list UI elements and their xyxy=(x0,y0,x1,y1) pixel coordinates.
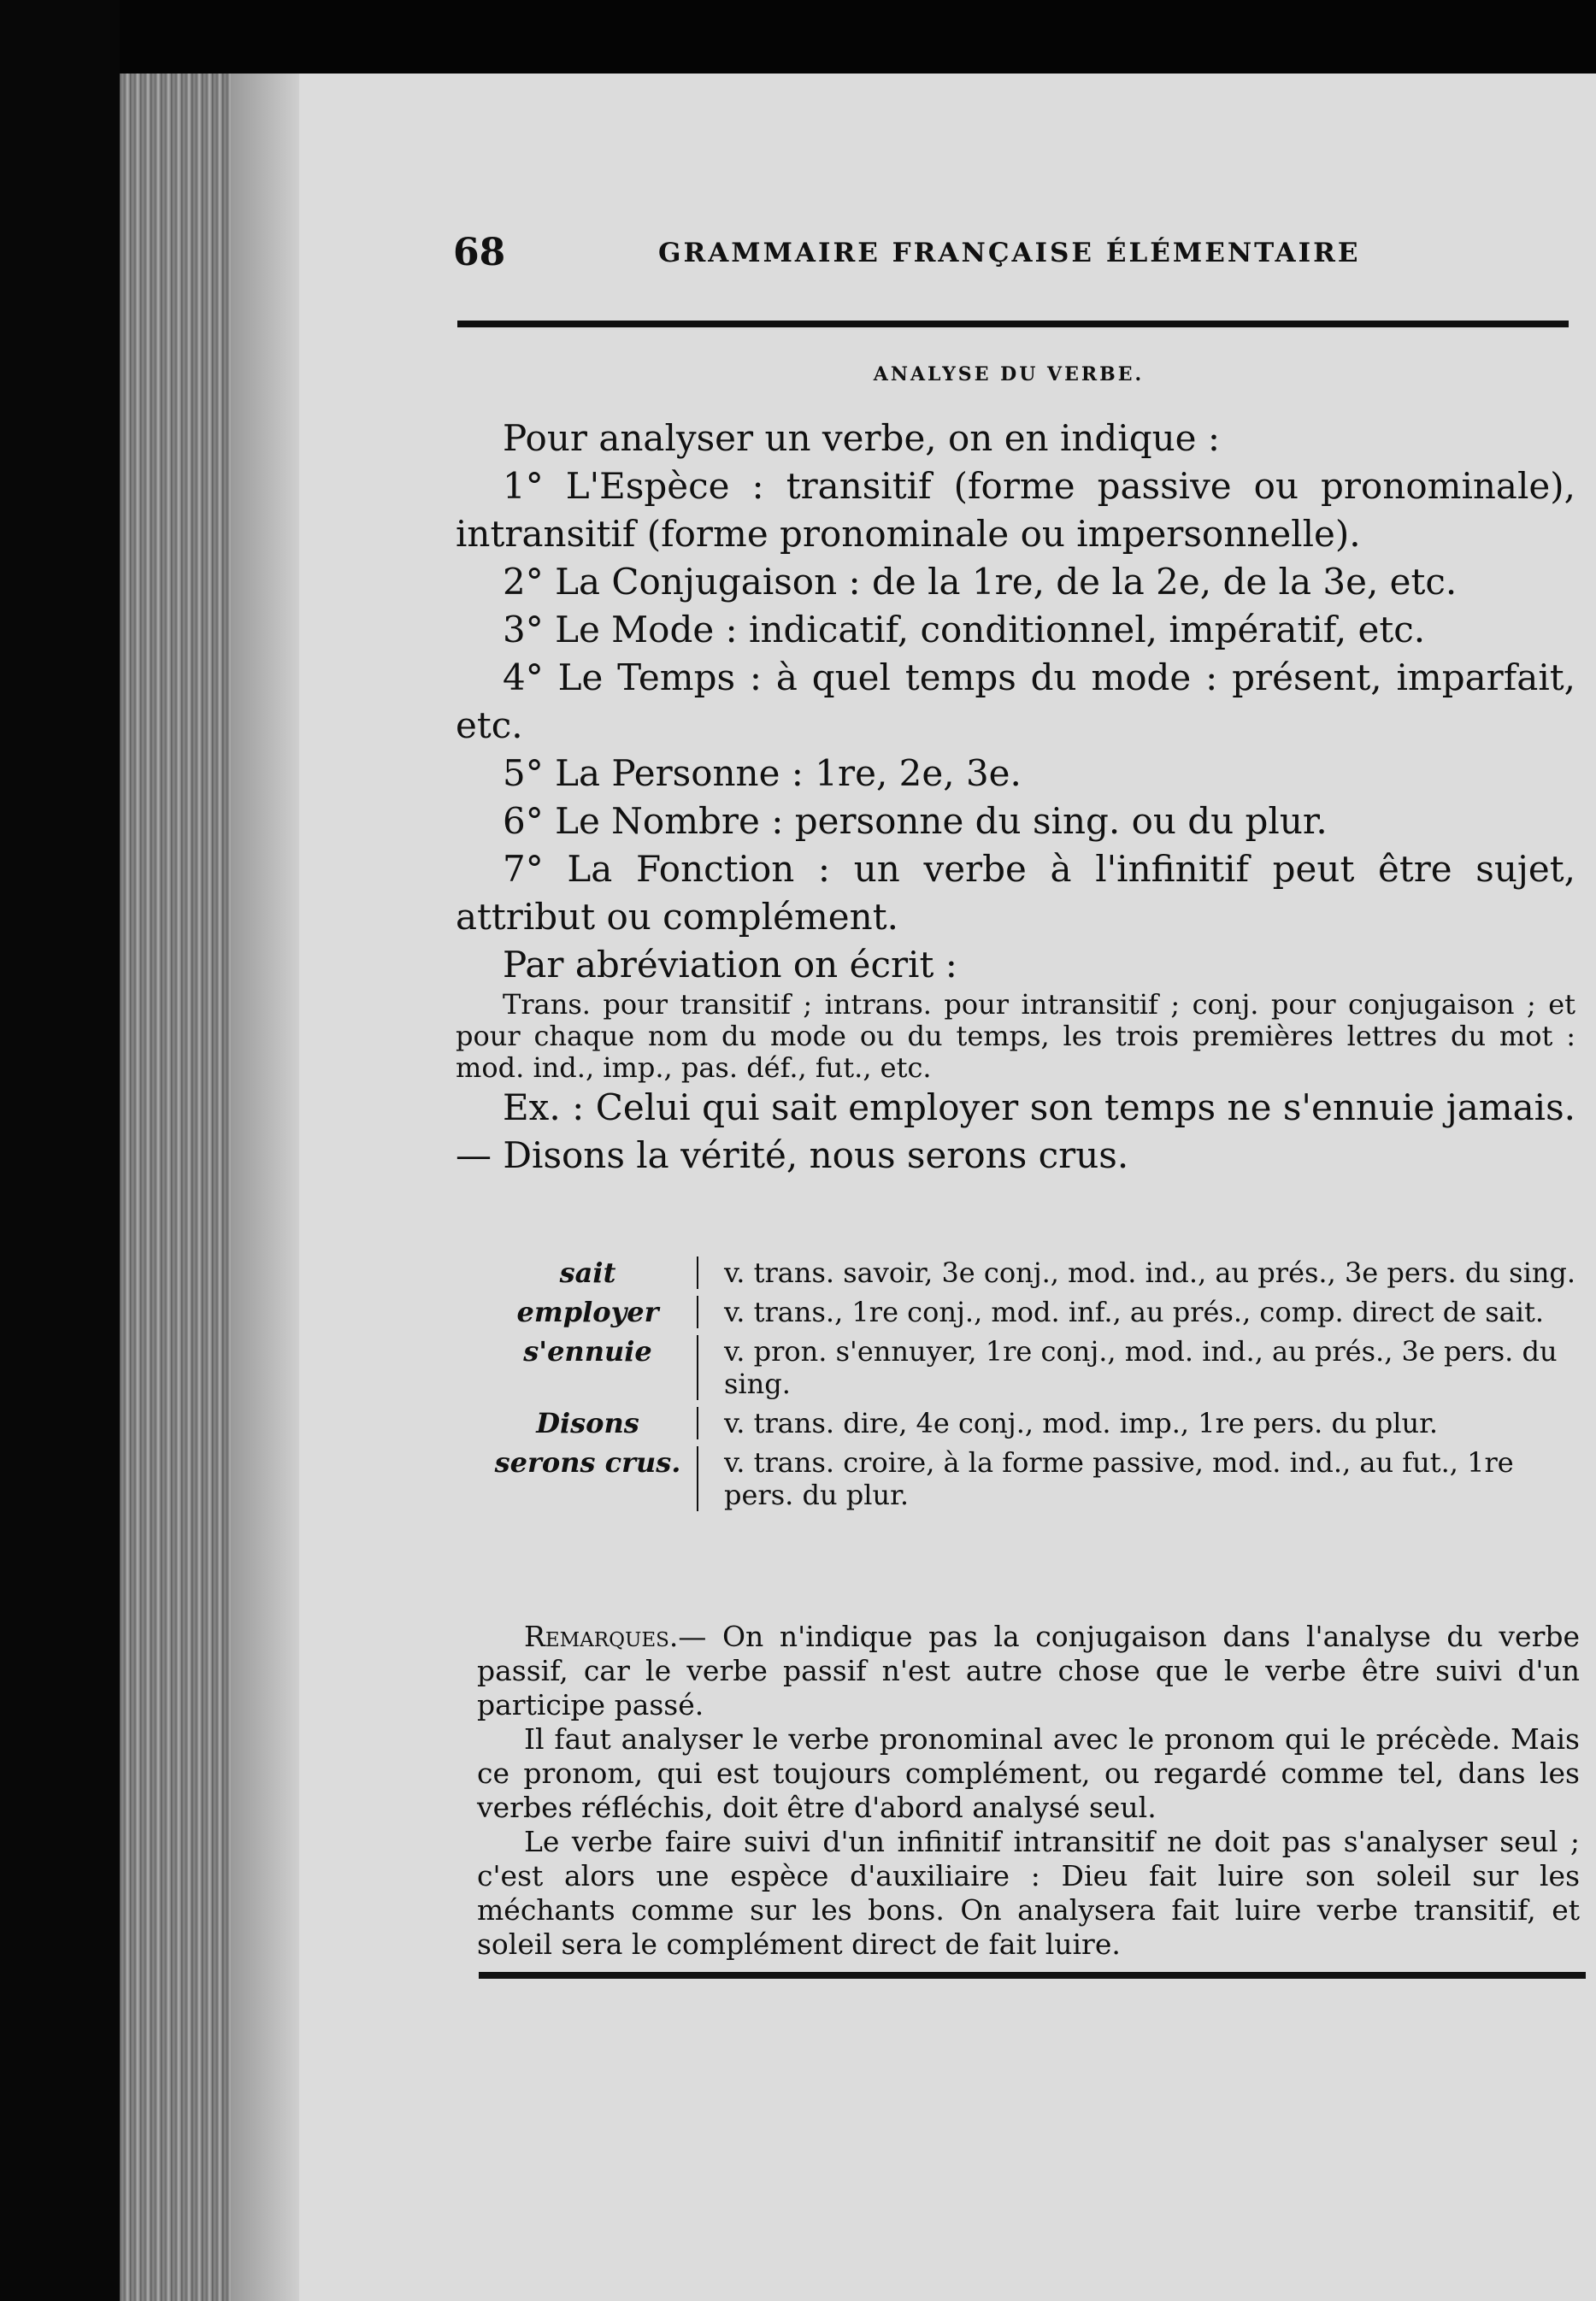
main-text xyxy=(456,415,1575,1180)
page-number: 68 xyxy=(453,231,506,274)
scan-top-border xyxy=(0,0,1596,74)
list-item: 1° L'Espèce : transitif (forme passive ou pronominale), intransitif (forme pronominale ou impersonnelle). xyxy=(456,465,1575,555)
analysis-row xyxy=(479,1407,1581,1439)
analysis-row xyxy=(479,1256,1581,1289)
scan-left-border xyxy=(0,0,120,2301)
page-header xyxy=(453,231,1581,282)
page-surface xyxy=(299,74,1596,2301)
remark-paragraph xyxy=(477,1620,1580,1722)
analysis-term: s'ennuie xyxy=(523,1335,652,1368)
list-item: 6° Le Nombre : personne du sing. ou du plur. xyxy=(503,800,1328,842)
bottom-rule xyxy=(479,1972,1586,1979)
remark-text: — On n'indique pas la conjugaison dans l'analyse du verbe passif, car le verbe passif n'est autre chose que le verbe être suivi d'un participe passé. xyxy=(477,1620,1580,1721)
analysis-row xyxy=(479,1296,1581,1328)
list-item: 5° La Personne : 1re, 2e, 3e. xyxy=(503,752,1022,794)
intro-line: Pour analyser un verbe, on en indique : xyxy=(503,417,1221,459)
analysis-term: employer xyxy=(516,1296,659,1328)
analysis-desc: v. pron. s'ennuyer, 1re conj., mod. ind., au prés., 3e pers. du sing. xyxy=(697,1335,1581,1400)
top-rule xyxy=(457,321,1569,327)
example-sentence: Ex. : Celui qui sait employer son temps ne s'ennuie jamais. — Disons la vérité, nous serons crus. xyxy=(456,1086,1575,1176)
analysis-desc: v. trans. savoir, 3e conj., mod. ind., au prés., 3e pers. du sing. xyxy=(697,1256,1581,1289)
running-title: GRAMMAIRE FRANÇAISE ÉLÉMENTAIRE xyxy=(658,238,1361,268)
analysis-desc: v. trans. dire, 4e conj., mod. imp., 1re pers. du plur. xyxy=(697,1407,1581,1439)
remark-paragraph: Il faut analyser le verbe pronominal avec le pronom qui le précède. Mais ce pronom, qui est toujours complément, ou regardé comme tel, dans les verbes réfléchis, doit être d'abord analysé seul. xyxy=(477,1722,1580,1824)
abbrev-text: Trans. pour transitif ; intrans. pour intransitif ; conj. pour conjugaison ; et pour chaque nom du mode ou du temps, les trois premières lettres du mot : mod. ind., imp., pas. déf., fut., etc. xyxy=(456,988,1575,1084)
list-item: 7° La Fonction : un verbe à l'infinitif peut être sujet, attribut ou complément. xyxy=(456,848,1575,938)
remarks-section xyxy=(477,1620,1580,1962)
analysis-term: Disons xyxy=(536,1407,639,1439)
book-gutter xyxy=(231,74,299,2301)
analysis-table xyxy=(479,1256,1581,1518)
list-item: 3° Le Mode : indicatif, conditionnel, impératif, etc. xyxy=(503,609,1426,650)
analysis-term: serons crus. xyxy=(494,1446,681,1479)
analysis-desc: v. trans. croire, à la forme passive, mod. ind., au fut., 1re pers. du plur. xyxy=(697,1446,1581,1511)
list-item: 2° La Conjugaison : de la 1re, de la 2e, de la 3e, etc. xyxy=(503,561,1458,603)
list-item: 4° Le Temps : à quel temps du mode : présent, imparfait, etc. xyxy=(456,656,1575,746)
analysis-row xyxy=(479,1446,1581,1511)
analysis-row xyxy=(479,1335,1581,1400)
remark-paragraph: Le verbe faire suivi d'un infinitif intransitif ne doit pas s'analyser seul ; c'est alors une espèce d'auxiliaire : Dieu fait luire son soleil sur les méchants comme sur les bons. On analysera fait luire verbe transitif, et soleil sera le complément direct de fait luire. xyxy=(477,1825,1580,1961)
section-title: ANALYSE DU VERBE. xyxy=(873,363,1145,385)
abbrev-intro: Par abréviation on écrit : xyxy=(503,944,957,986)
analysis-desc: v. trans., 1re conj., mod. inf., au prés., comp. direct de sait. xyxy=(697,1296,1581,1328)
analysis-term: sait xyxy=(559,1256,616,1289)
remarks-label: Remarques. xyxy=(524,1620,679,1653)
